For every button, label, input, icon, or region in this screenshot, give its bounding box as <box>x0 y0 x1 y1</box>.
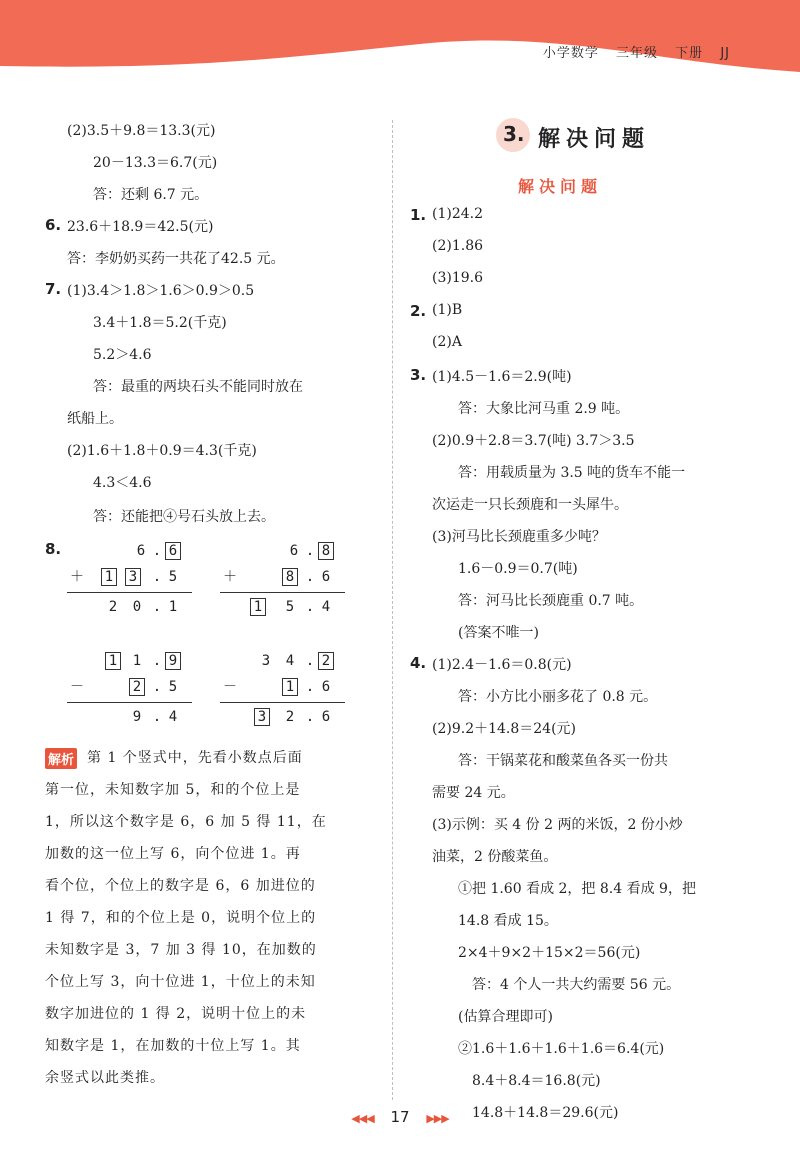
calc1-r2-box1: 1 <box>101 568 117 586</box>
r-q1-number: 1. <box>410 206 427 224</box>
footer-arrows-right: ▶▶▶ <box>426 1112 449 1125</box>
q8-number: 8. <box>45 540 62 558</box>
calc3-res-dot: . <box>152 709 162 725</box>
analysis-block <box>45 742 380 1102</box>
calc2-r2-dot: . <box>305 569 315 585</box>
footer-arrows-left: ◀◀◀ <box>351 1112 374 1125</box>
calc4-res-box: 3 <box>254 708 270 726</box>
r-q2-line-2: (2)A <box>432 334 462 350</box>
q7-line-4: 答：最重的两块石头不能同时放在 <box>93 379 303 395</box>
calc4-res-dot: . <box>305 709 315 725</box>
calc4-line <box>220 702 345 703</box>
header-grade: 三年级 <box>616 46 659 61</box>
header-text <box>531 42 730 61</box>
r-q3-line-9: (答案不唯一) <box>458 625 539 641</box>
r-q3-line-6: (3)河马比长颈鹿重多少吨？ <box>432 529 606 545</box>
r-q4-line-4: 答：干锅菜花和酸菜鱼各买一份共 <box>458 753 668 769</box>
analysis-line-5: 看个位，个位上的数字是 6，6 加进位的 <box>45 878 316 894</box>
calc2-res-d3: 4 <box>321 599 331 615</box>
calc2-r1-d1: 6 <box>289 543 299 559</box>
calc3-r2-box: 2 <box>129 678 145 696</box>
q7-line-5: 纸船上。 <box>67 411 123 427</box>
calc1-r2-d: 5 <box>168 569 178 585</box>
r-q4-line-5: 需要 24 元。 <box>432 785 515 801</box>
page-number: 17 <box>390 1108 410 1126</box>
r-q3-line-5: 次运走一只长颈鹿和一头犀牛。 <box>432 497 628 513</box>
r-q4-line-8: ①把 1.60 看成 2，把 8.4 看成 9，把 <box>458 881 696 897</box>
r-q3-line-2: 答：大象比河马重 2.9 吨。 <box>458 401 630 417</box>
calc4-res-d2: 2 <box>285 709 295 725</box>
calc3-r1-box1: 1 <box>105 652 121 670</box>
calc1-line <box>67 592 192 593</box>
section-number: 3. <box>503 122 525 146</box>
vertical-calc-1 <box>67 542 197 615</box>
section-title: 解决问题 <box>538 127 651 152</box>
r-q4-line-15: 14.8＋14.8＝29.6(元) <box>472 1105 619 1121</box>
q7-number: 7. <box>45 280 62 298</box>
q7-line-1: (1)3.4＞1.8＞1.6＞0.9＞0.5 <box>67 283 255 299</box>
calc4-r1-d1: 3 <box>261 653 271 669</box>
analysis-line-8: 个位上写 3，向十位进 1，十位上的未知 <box>45 974 316 990</box>
calc4-r2-dot: . <box>305 679 315 695</box>
subsection-title: 解决问题 <box>518 177 603 196</box>
r-q1-line-1: (1)24.2 <box>432 206 484 222</box>
header-volume: 下册 <box>675 46 704 61</box>
r-q4-line-1: (1)2.4－1.6＝0.8(元) <box>432 657 572 673</box>
calc3-res-d1: 9 <box>132 709 142 725</box>
r-q4-line-3: (2)9.2＋14.8＝24(元) <box>432 721 577 737</box>
analysis-line-10: 知数字是 1，在加数的十位上写 1。其 <box>45 1038 301 1054</box>
r-q4-line-9: 14.8 看成 15。 <box>458 913 558 929</box>
q7-line-2: 3.4＋1.8＝5.2(千克) <box>93 315 227 331</box>
calc4-r2-box: 1 <box>282 678 298 696</box>
analysis-line-11: 余竖式以此类推。 <box>45 1070 165 1086</box>
q7-line-6: (2)1.6＋1.8＋0.9＝4.3(千克) <box>67 443 257 459</box>
q7-line-8: 答：还能把④号石头放上去。 <box>93 509 275 525</box>
r-q3-line-1: (1)4.5－1.6＝2.9(吨) <box>432 369 572 385</box>
calc1-res-d3: 1 <box>168 599 178 615</box>
q5-answer: 答：还剩 6.7 元。 <box>93 187 209 203</box>
r-q4-line-2: 答：小方比小丽多花了 0.8 元。 <box>458 689 658 705</box>
calc1-r2-dot: . <box>152 569 162 585</box>
calc2-r2-d: 6 <box>321 569 331 585</box>
r-q4-line-12: (估算合理即可) <box>458 1009 553 1025</box>
calc2-r1-box: 8 <box>318 542 334 560</box>
calc3-r2-dot: . <box>152 679 162 695</box>
calc4-operator: － <box>223 679 237 695</box>
calc1-r1-d1: 6 <box>136 543 146 559</box>
q7-line-7: 4.3＜4.6 <box>93 475 152 491</box>
q7-line-3: 5.2＞4.6 <box>93 347 152 363</box>
header-subject: 小学数学 <box>542 46 599 61</box>
calc1-res-dot: . <box>152 599 162 615</box>
r-q1-line-3: (3)19.6 <box>432 270 484 286</box>
calc2-r2-box: 8 <box>282 568 298 586</box>
calc3-r1-dot: . <box>152 653 162 669</box>
analysis-line-3: 1，所以这个数字是 6，6 加 5 得 11，在 <box>45 814 327 830</box>
calc3-r1-d2: 1 <box>132 653 142 669</box>
analysis-line-4: 加数的这一位上写 6，向个位进 1。再 <box>45 846 301 862</box>
q5-line-1: (2)3.5＋9.8＝13.3(元) <box>67 123 216 139</box>
r-q2-line-1: (1)B <box>432 302 463 318</box>
calc2-r1-dot: . <box>305 543 315 559</box>
r-q4-line-13: ②1.6＋1.6＋1.6＋1.6＝6.4(元) <box>458 1041 665 1057</box>
calc1-operator: ＋ <box>70 569 84 585</box>
calc2-line <box>220 592 345 593</box>
r-q2-number: 2. <box>410 302 427 320</box>
r-q3-line-7: 1.6－0.9＝0.7(吨) <box>458 561 578 577</box>
calc2-operator: ＋ <box>223 569 237 585</box>
analysis-line-6: 1 得 7，和的个位上是 0，说明个位上的 <box>45 910 317 926</box>
calc2-res-d2: 5 <box>285 599 295 615</box>
calc4-r1-d2: 4 <box>285 653 295 669</box>
calc3-r1-box2: 9 <box>165 652 181 670</box>
r-q4-line-14: 8.4＋8.4＝16.8(元) <box>472 1073 601 1089</box>
analysis-line-7: 未知数字是 3，7 加 3 得 10，在加数的 <box>45 942 317 958</box>
vertical-calc-4 <box>220 652 350 725</box>
calc4-r2-d: 6 <box>321 679 331 695</box>
q6-answer: 答：李奶奶买药一共花了42.5 元。 <box>67 251 285 267</box>
r-q4-line-6: (3)示例：买 4 份 2 两的米饭，2 份小炒 <box>432 817 683 833</box>
calc1-r2-box2: 3 <box>125 568 141 586</box>
page-footer <box>0 1108 800 1126</box>
q5-line-2: 20－13.3＝6.7(元) <box>93 155 218 171</box>
calc3-operator: － <box>70 679 84 695</box>
column-divider <box>392 120 393 1100</box>
calc3-r2-d: 5 <box>168 679 178 695</box>
r-q3-line-3: (2)0.9＋2.8＝3.7(吨) 3.7＞3.5 <box>432 433 635 449</box>
analysis-line-1: 第 1 个竖式中，先看小数点后面 <box>87 750 303 766</box>
analysis-line-2: 第一位，未知数字加 5，和的个位上是 <box>45 782 301 798</box>
calc1-r1-box: 6 <box>165 542 181 560</box>
calc2-res-box: 1 <box>250 598 266 616</box>
calc3-line <box>67 702 192 703</box>
calc3-res-d2: 4 <box>168 709 178 725</box>
q6-line-1: 23.6＋18.9＝42.5(元) <box>67 219 214 235</box>
r-q3-number: 3. <box>410 366 427 384</box>
calc4-r1-dot: . <box>305 653 315 669</box>
analysis-line-9: 数字加进位的 1 得 2，说明十位上的未 <box>45 1006 307 1022</box>
r-q4-line-11: 答：4 个人一共大约需要 56 元。 <box>472 977 681 993</box>
calc1-r1-dot: . <box>152 543 162 559</box>
q6-number: 6. <box>45 216 62 234</box>
r-q4-number: 4. <box>410 654 427 672</box>
header-edition: JJ <box>720 46 730 61</box>
calc4-res-d3: 6 <box>321 709 331 725</box>
vertical-calc-2 <box>220 542 350 615</box>
analysis-label: 解析 <box>45 748 77 769</box>
r-q3-line-4: 答：用载质量为 3.5 吨的货车不能一 <box>458 465 686 481</box>
r-q4-line-10: 2×4＋9×2＋15×2＝56(元) <box>458 945 641 961</box>
vertical-calc-3 <box>67 652 197 725</box>
calc4-r1-box: 2 <box>318 652 334 670</box>
calc1-res-d2: 0 <box>132 599 142 615</box>
calc1-res-d1: 2 <box>108 599 118 615</box>
r-q4-line-7: 油菜，2 份酸菜鱼。 <box>432 849 558 865</box>
r-q1-line-2: (2)1.86 <box>432 238 484 254</box>
calc2-res-dot: . <box>305 599 315 615</box>
r-q3-line-8: 答：河马比长颈鹿重 0.7 吨。 <box>458 593 644 609</box>
